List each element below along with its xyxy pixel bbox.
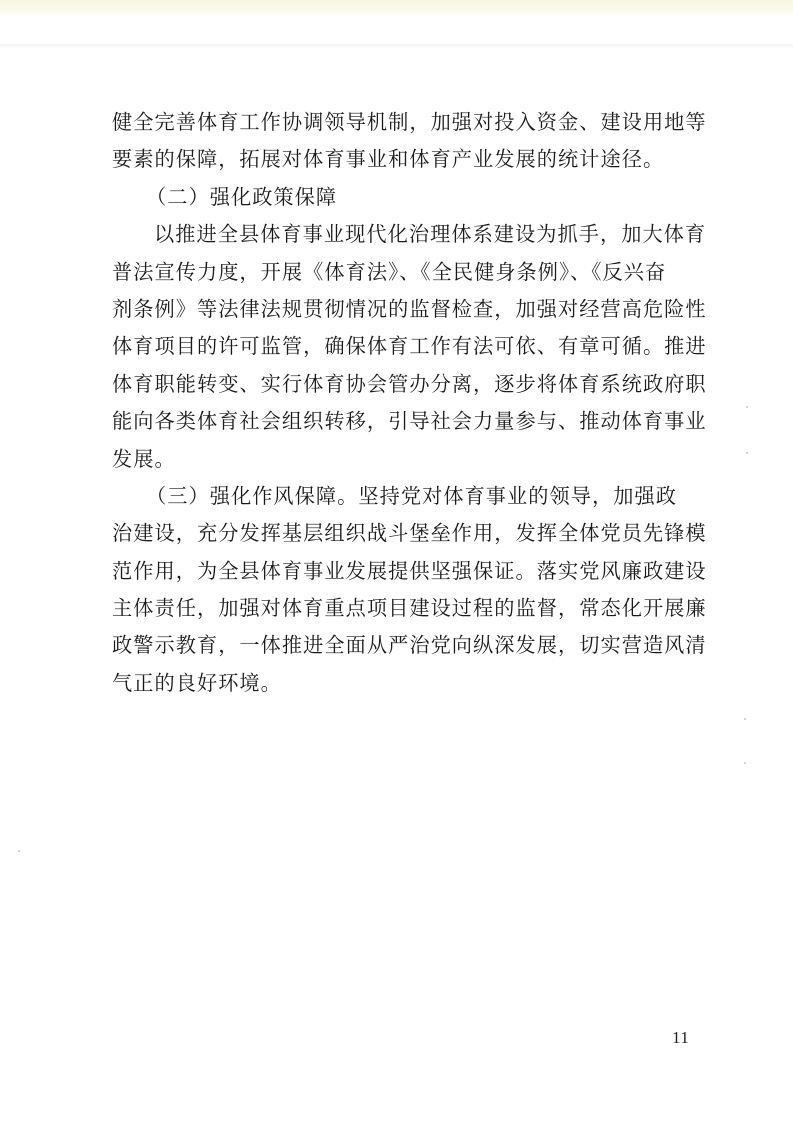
- paragraph-line: 政警示教育，一体推进全面从严治党向纵深发展，切实营造风清: [112, 633, 707, 658]
- paragraph-line: 健全完善体育工作协调领导机制，加强对投入资金、建设用地等: [112, 110, 707, 134]
- page-number: 11: [672, 1028, 690, 1047]
- scan-speck: [744, 762, 746, 764]
- paragraph-line: 以推进全县体育事业现代化治理体系建设为抓手，加大体育: [154, 222, 707, 247]
- document-body: [112, 104, 707, 702]
- scan-speck: [746, 406, 748, 408]
- scan-speck: [744, 718, 746, 720]
- paragraph-line: 体育职能转变、实行体育协会管办分离，逐步将体育系统政府职: [112, 371, 707, 396]
- paragraph-line: 气正的良好环境。: [112, 670, 282, 695]
- paragraph-line: 范作用，为全县体育事业发展提供坚强保证。落实党风廉政建设: [112, 558, 707, 583]
- paragraph-line: 能向各类体育社会组织转移，引导社会力量参与、推动体育事业: [112, 409, 707, 434]
- scan-speck: [18, 850, 20, 852]
- paragraph-line: 要素的保障，拓展对体育事业和体育产业发展的统计途径。: [112, 147, 665, 172]
- paragraph-line: 治建设，充分发挥基层组织战斗堡垒作用，发挥全体党员先锋模: [112, 521, 707, 546]
- scan-top-shadow: [0, 44, 793, 48]
- paragraph-line: 发展。: [112, 446, 176, 471]
- paragraph-line: 体育项目的许可监管，确保体育工作有法可依、有章可循。推进: [112, 334, 707, 359]
- section-heading: （三）强化作风保障。坚持党对体育事业的领导，加强政: [146, 483, 677, 508]
- paragraph-line: 剂条例》等法律法规贯彻情况的监督检查，加强对经营高危险性: [112, 296, 707, 321]
- section-heading: （二）强化政策保障: [146, 184, 338, 209]
- scan-speck: [746, 452, 748, 454]
- scan-top-band: [0, 0, 793, 18]
- paragraph-line: 普法宣传力度，开展《体育法》、《全民健身条例》、《反兴奋: [112, 259, 667, 284]
- paragraph-line: 主体责任，加强对体育重点项目建设过程的监督，常态化开展廉: [112, 596, 707, 621]
